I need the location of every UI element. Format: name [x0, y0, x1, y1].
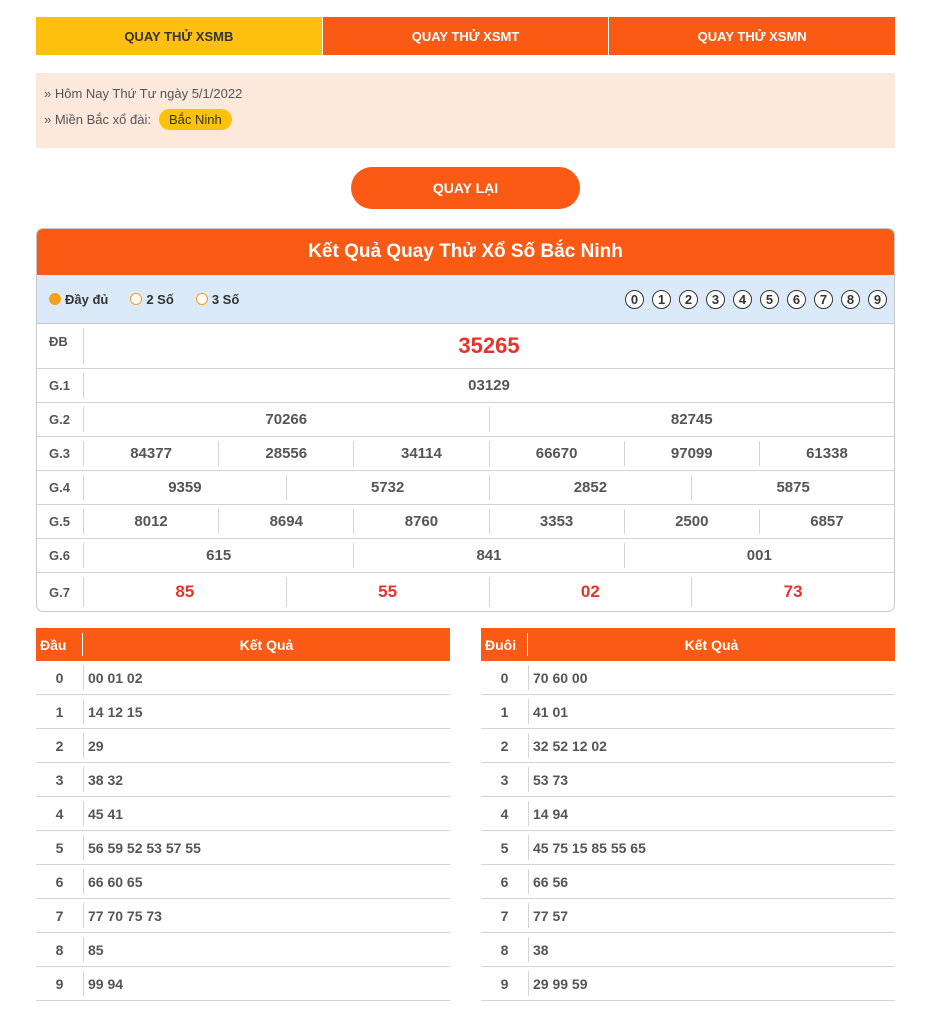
digit-button-9[interactable]: 9 — [868, 290, 887, 309]
table-row — [36, 661, 450, 695]
prize-value: 8694 — [218, 509, 353, 534]
back-button[interactable]: QUAY LẠI — [351, 167, 580, 209]
row-value: 85 — [88, 941, 104, 958]
prize-value: 841 — [353, 543, 623, 568]
page-container — [36, 17, 895, 1001]
duoi-header-value: Kết Quả — [684, 636, 739, 653]
row-value: 38 32 — [88, 771, 124, 788]
prize-value: 85 — [175, 582, 195, 601]
row-key: 6 — [481, 869, 529, 894]
radio-label: Đầy đủ — [65, 291, 109, 307]
digit-button-1[interactable]: 1 — [652, 290, 671, 309]
filter-bar — [37, 275, 894, 324]
radio-2-digit[interactable] — [130, 292, 173, 307]
prize-value: 2500 — [624, 509, 759, 534]
row-value: 45 75 15 85 55 65 — [533, 839, 646, 856]
table-row — [36, 797, 450, 831]
row-key: 1 — [481, 699, 529, 724]
row-value: 66 60 65 — [88, 873, 143, 890]
row-value: 45 41 — [88, 805, 124, 822]
prize-value: 73 — [691, 577, 894, 607]
prize-label: G.7 — [37, 577, 84, 607]
table-row — [481, 831, 895, 865]
row-value: 32 52 12 02 — [533, 737, 607, 754]
table-row — [36, 695, 450, 729]
row-key: 5 — [481, 835, 529, 860]
row-key: 7 — [481, 903, 529, 928]
result-title: Kết Quả Quay Thử Xổ Số Bắc Ninh — [37, 229, 894, 275]
prize-value: 28556 — [218, 441, 353, 466]
digit-button-6[interactable]: 6 — [787, 290, 806, 309]
dau-header-key: Đầu — [36, 633, 83, 656]
prize-label: G.5 — [37, 509, 84, 534]
row-key: 8 — [481, 937, 529, 962]
row-value: 14 94 — [533, 805, 569, 822]
row-value: 77 57 — [533, 907, 569, 924]
table-row — [36, 967, 450, 1001]
prize-value: 615 — [206, 547, 232, 564]
row-value: 14 12 15 — [88, 703, 143, 720]
row-key: 7 — [36, 903, 84, 928]
row-value: 99 94 — [88, 975, 124, 992]
prize-label: G.6 — [37, 543, 84, 568]
row-key: 6 — [36, 869, 84, 894]
duoi-header-key: Đuôi — [481, 633, 528, 656]
row-key: 3 — [36, 767, 84, 792]
digit-filter — [617, 290, 887, 309]
info-box — [36, 73, 895, 148]
digit-button-0[interactable]: 0 — [625, 290, 644, 309]
prize-value: 001 — [624, 543, 894, 568]
prize-value: 55 — [286, 577, 489, 607]
prize-value: 97099 — [624, 441, 759, 466]
prize-label: G.2 — [37, 407, 84, 432]
tab-xsmn[interactable]: QUAY THỬ XSMN — [608, 17, 895, 55]
prize-row-db — [37, 324, 894, 368]
prize-value: 3353 — [489, 509, 624, 534]
row-value: 41 01 — [533, 703, 569, 720]
row-key: 4 — [36, 801, 84, 826]
row-value: 29 99 59 — [533, 975, 588, 992]
dau-header — [36, 628, 450, 661]
digit-button-5[interactable]: 5 — [760, 290, 779, 309]
result-table — [36, 228, 895, 612]
prize-row-g7 — [37, 572, 894, 611]
digit-button-8[interactable]: 8 — [841, 290, 860, 309]
row-key: 3 — [481, 767, 529, 792]
prize-value: 66670 — [489, 441, 624, 466]
duoi-table — [481, 628, 895, 1001]
row-key: 0 — [36, 665, 84, 690]
row-key: 8 — [36, 937, 84, 962]
row-value: 53 73 — [533, 771, 569, 788]
prize-value: 84377 — [130, 445, 172, 462]
prize-value: 8760 — [353, 509, 488, 534]
table-row — [481, 797, 895, 831]
table-row — [481, 695, 895, 729]
row-value: 56 59 52 53 57 55 — [88, 839, 201, 856]
table-row — [36, 933, 450, 967]
region-tabs — [36, 17, 895, 55]
display-mode-radios — [49, 292, 261, 307]
tab-xsmb[interactable]: QUAY THỬ XSMB — [36, 17, 322, 55]
prize-row-g5 — [37, 504, 894, 538]
prize-value: 34114 — [353, 441, 488, 466]
table-row — [36, 899, 450, 933]
row-value: 70 60 00 — [533, 669, 588, 686]
prize-value: 70266 — [265, 411, 308, 428]
table-row — [36, 831, 450, 865]
table-row — [481, 763, 895, 797]
prize-value: 02 — [489, 577, 692, 607]
table-row — [481, 899, 895, 933]
prize-label: G.1 — [37, 373, 84, 398]
region-prefix: » Miền Bắc xổ đài: — [44, 111, 151, 127]
row-value: 38 — [533, 941, 549, 958]
digit-button-4[interactable]: 4 — [733, 290, 752, 309]
dau-table — [36, 628, 450, 1001]
row-value: 00 01 02 — [88, 669, 143, 686]
table-row — [36, 865, 450, 899]
back-row — [36, 148, 895, 228]
row-key: 4 — [481, 801, 529, 826]
radio-label: 2 Số — [146, 291, 174, 307]
region-line — [44, 107, 889, 131]
row-key: 5 — [36, 835, 84, 860]
row-key: 1 — [36, 699, 84, 724]
today-line: » Hôm Nay Thứ Tư ngày 5/1/2022 — [44, 85, 243, 101]
radio-3-digit[interactable] — [196, 292, 239, 307]
digit-button-3[interactable]: 3 — [706, 290, 725, 309]
table-row — [36, 763, 450, 797]
table-row — [481, 933, 895, 967]
row-value: 77 70 75 73 — [88, 907, 162, 924]
prize-value: 82745 — [489, 407, 895, 432]
radio-dot-icon — [196, 293, 208, 305]
radio-dot-icon — [49, 293, 61, 305]
prize-value: 6857 — [759, 509, 894, 534]
table-row — [481, 967, 895, 1001]
prize-value: 2852 — [489, 475, 692, 500]
table-row — [481, 865, 895, 899]
radio-full[interactable] — [49, 292, 108, 307]
prize-row-g1 — [37, 368, 894, 402]
prize-value: 35265 — [458, 333, 520, 358]
row-key: 0 — [481, 665, 529, 690]
row-key: 2 — [481, 733, 529, 758]
table-row — [481, 661, 895, 695]
prize-label: G.3 — [37, 441, 84, 466]
prize-value: 5732 — [286, 475, 489, 500]
row-value: 66 56 — [533, 873, 569, 890]
digit-button-7[interactable]: 7 — [814, 290, 833, 309]
prize-value: 03129 — [468, 377, 510, 394]
prize-row-g4 — [37, 470, 894, 504]
table-row — [36, 729, 450, 763]
prize-label: G.4 — [37, 475, 84, 500]
row-key: 9 — [481, 971, 529, 996]
prize-value: 8012 — [134, 513, 168, 530]
table-row — [481, 729, 895, 763]
tab-xsmt[interactable]: QUAY THỬ XSMT — [322, 17, 609, 55]
prize-row-g2 — [37, 402, 894, 436]
prize-label: ĐB — [37, 328, 84, 364]
prize-row-g6 — [37, 538, 894, 572]
row-key: 2 — [36, 733, 84, 758]
row-key: 9 — [36, 971, 84, 996]
radio-label: 3 Số — [211, 291, 240, 307]
stats-tables — [36, 628, 895, 1001]
dau-header-value: Kết Quả — [239, 636, 294, 653]
radio-dot-icon — [130, 293, 142, 305]
digit-button-2[interactable]: 2 — [679, 290, 698, 309]
duoi-header — [481, 628, 895, 661]
row-value: 29 — [88, 737, 104, 754]
prize-value: 61338 — [759, 441, 894, 466]
prize-value: 5875 — [691, 475, 894, 500]
prize-row-g3 — [37, 436, 894, 470]
station-badge[interactable]: Bắc Ninh — [159, 109, 232, 130]
prize-value: 9359 — [168, 479, 202, 496]
